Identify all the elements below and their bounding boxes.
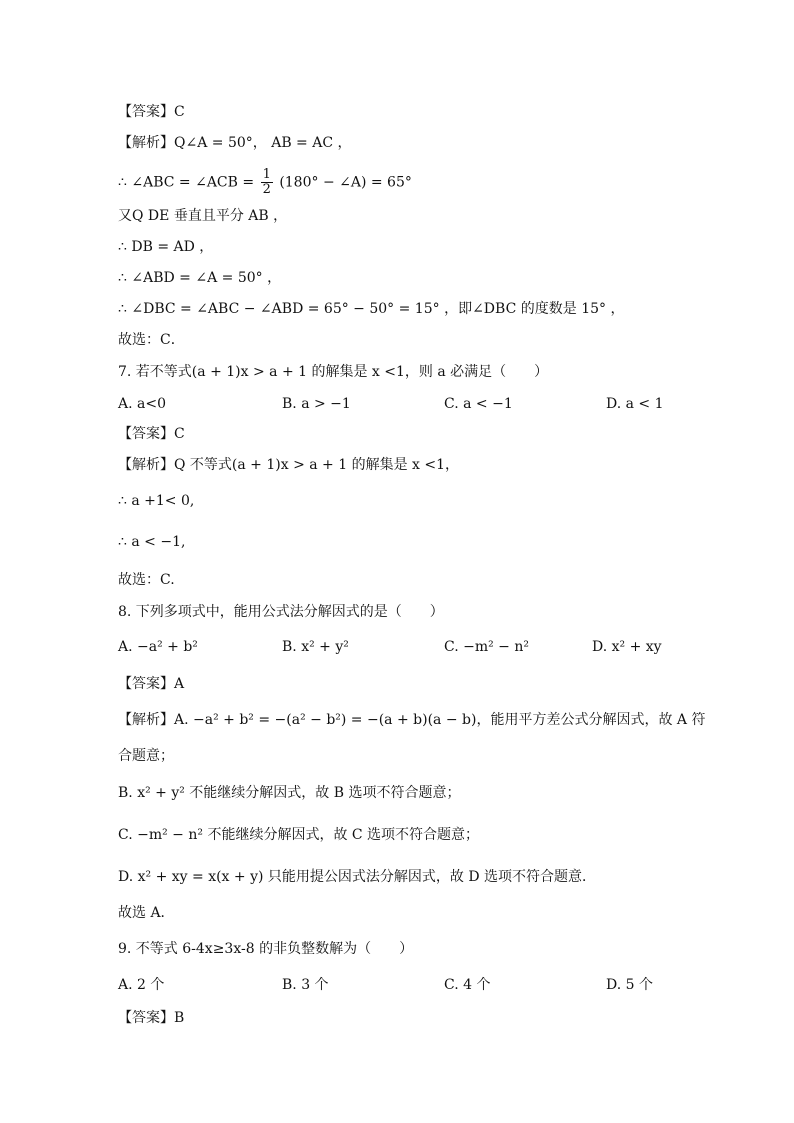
answer-label: 【答案】C [118,426,185,442]
analysis-line: 【解析】Q 不等式(a + 1)x > a + 1 的解集是 x <1， [118,457,460,473]
fraction-equation [118,168,412,197]
equation-left: ∴ ∠ABC = ∠ACB = [118,174,255,191]
analysis-line: ∴ a < −1, [118,534,186,550]
choice-line: 故选：C． [118,332,185,348]
analysis-line: 又Q DE 垂直且平分 AB ， [118,208,288,224]
q8-option-d: D. x² + xy [592,639,662,655]
analysis-line: 合题意； [118,748,174,764]
analysis-line: ∴ DB = AD ， [118,239,214,255]
answer-label: 【答案】C [118,104,185,120]
q9-option-a: A. 2 个 [118,977,165,993]
q9-option-b: B. 3 个 [282,977,329,993]
fraction-one-half [261,168,273,197]
choice-line: 故选：C. [118,572,175,588]
question-7: 7. 若不等式(a + 1)x > a + 1 的解集是 x <1，则 a 必满足（ ） [118,364,549,380]
choice-line: 故选 A． [118,905,175,921]
analysis-line: D. x² + xy = x(x + y) 只能用提公因式法分解因式，故 D 选项不符合题意． [118,869,597,885]
analysis-line: 【解析】A. −a² + b² = −(a² − b²) = −(a + b)(a − b)，能用平方差公式分解因式，故 A 符 [118,712,706,728]
q8-option-c: C. −m² − n² [444,639,529,655]
q8-option-b: B. x² + y² [282,639,349,655]
q7-option-d: D. a < 1 [606,396,664,412]
analysis-line: ∴ ∠DBC = ∠ABC − ∠ABD = 65° − 50° = 15° ，即∠DBC 的度数是 15° ， [118,301,625,317]
analysis-line: ∴ a +1< 0, [118,493,195,509]
analysis-line: 【解析】Q∠A = 50°， AB = AC ， [118,135,352,151]
answer-label: 【答案】B [118,1010,185,1026]
question-9: 9. 不等式 6-4x≥3x-8 的非负整数解为（ ） [118,941,414,957]
answer-label: 【答案】A [118,676,185,692]
fraction-denominator: 2 [262,182,271,197]
fraction-numerator: 1 [262,167,271,182]
analysis-line: C. −m² − n² 不能继续分解因式，故 C 选项不符合题意； [118,827,480,843]
q8-option-a: A. −a² + b² [118,639,198,655]
q7-option-a: A. a<0 [118,396,166,412]
q9-option-d: D. 5 个 [606,977,653,993]
question-8: 8. 下列多项式中，能用公式法分解因式的是（ ） [118,604,444,620]
equation-right: (180° − ∠A) = 65° [279,174,412,191]
q7-option-c: C. a < −1 [444,396,513,412]
analysis-line: ∴ ∠ABD = ∠A = 50° ， [118,270,282,286]
analysis-line: B. x² + y² 不能继续分解因式，故 B 选项不符合题意； [118,785,461,801]
q9-option-c: C. 4 个 [444,977,491,993]
q7-option-b: B. a > −1 [282,396,351,412]
